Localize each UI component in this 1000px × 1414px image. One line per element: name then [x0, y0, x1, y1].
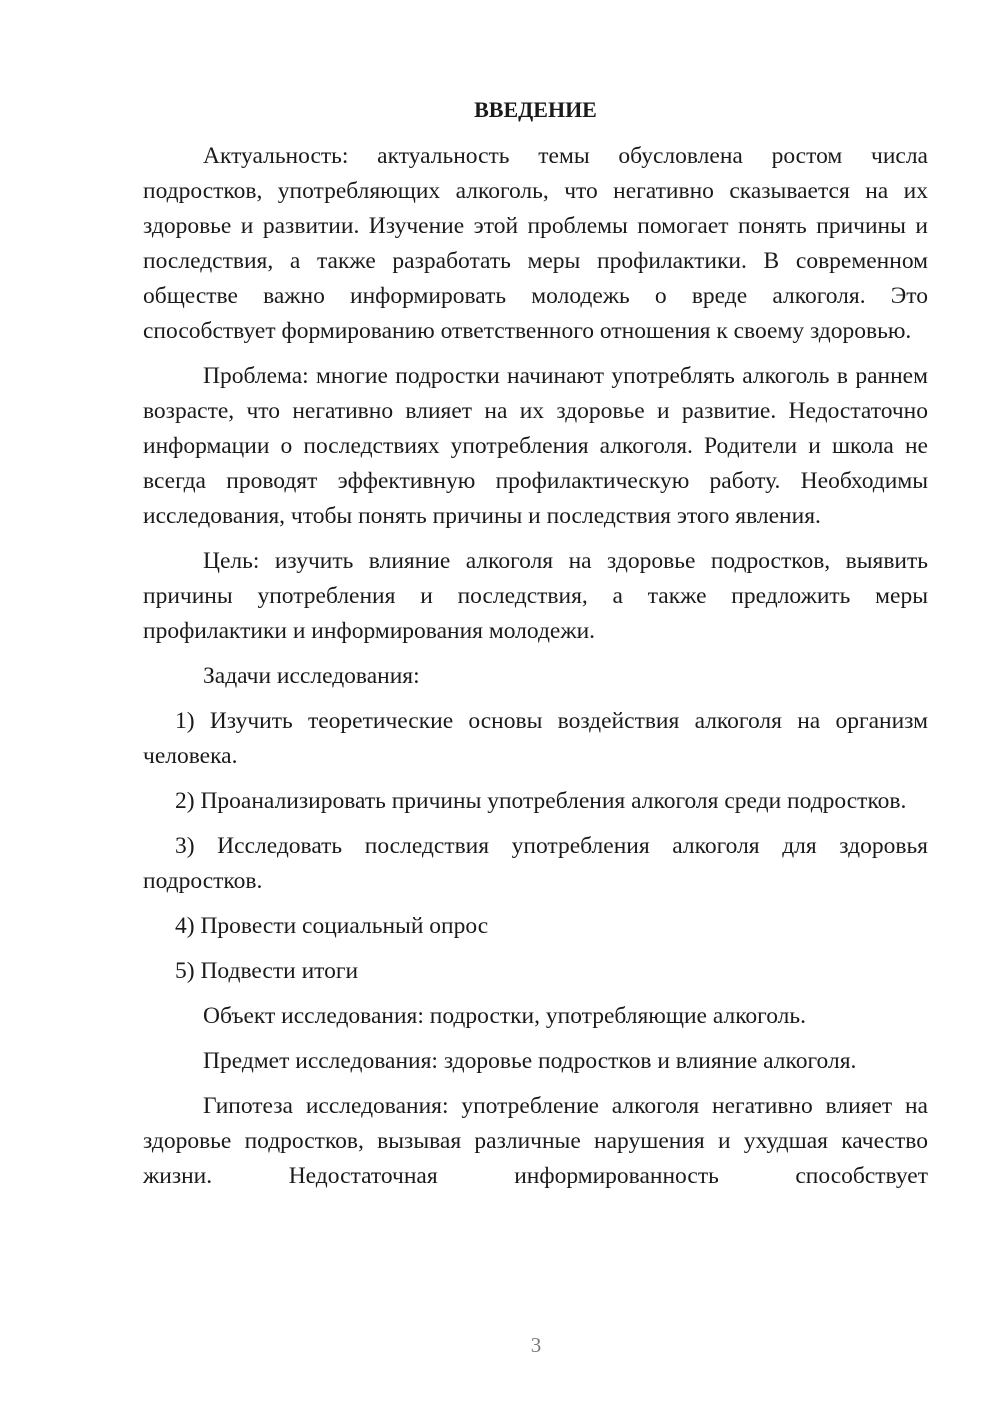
task-item-2: 2) Проанализировать причины употребления алкоголя среди подростков.: [175, 788, 907, 814]
tasks-heading: Задачи исследования:: [203, 663, 420, 689]
paragraph-problem: Проблема: многие подростки начинают употреблять алкоголь в раннем возрасте, что негативно влияет на их здоровье и развитие. Недостаточно информации о последствиях употребления алкоголя. Родители и школа не всегда проводят эффективную профилактическую работу. Необходимы исследования, чтобы понять причины и последствия этого явления.: [143, 363, 928, 529]
task-item-4: 4) Провести социальный опрос: [175, 913, 489, 939]
paragraph-hypothesis: Гипотеза исследования: употребление алкоголя негативно влияет на здоровье подростков, вызывая различные нарушения и ухудшая качество жизни. Недостаточная информированность способствует: [143, 1093, 928, 1189]
paragraph-relevance: Актуальность: актуальность темы обусловлена ростом числа подростков, употребляющих алкоголь, что негативно сказывается на их здоровье и развитии. Изучение этой проблемы помогает понять причины и последствия, а также разработать меры профилактики. В современном обществе важно информировать молодежь о вреде алкоголя. Это способствует формированию ответственного отношения к своему здоровью.: [143, 143, 928, 344]
task-item-1: 1) Изучить теоретические основы воздействия алкоголя на организм человека.: [143, 708, 928, 769]
paragraph-subject: Предмет исследования: здоровье подростков и влияние алкоголя.: [203, 1048, 857, 1074]
paragraph-object: Объект исследования: подростки, употребляющие алкоголь.: [203, 1003, 806, 1029]
section-title: ВВЕДЕНИЕ: [474, 97, 597, 122]
paragraph-goal: Цель: изучить влияние алкоголя на здоровье подростков, выявить причины употребления и последствия, а также предложить меры профилактики и информирования молодежи.: [143, 548, 928, 644]
task-item-3: 3) Исследовать последствия употребления алкоголя для здоровья подростков.: [143, 833, 928, 894]
page-content: [143, 95, 928, 1204]
page-number: 3: [530, 1333, 542, 1357]
task-item-5: 5) Подвести итоги: [175, 958, 359, 984]
